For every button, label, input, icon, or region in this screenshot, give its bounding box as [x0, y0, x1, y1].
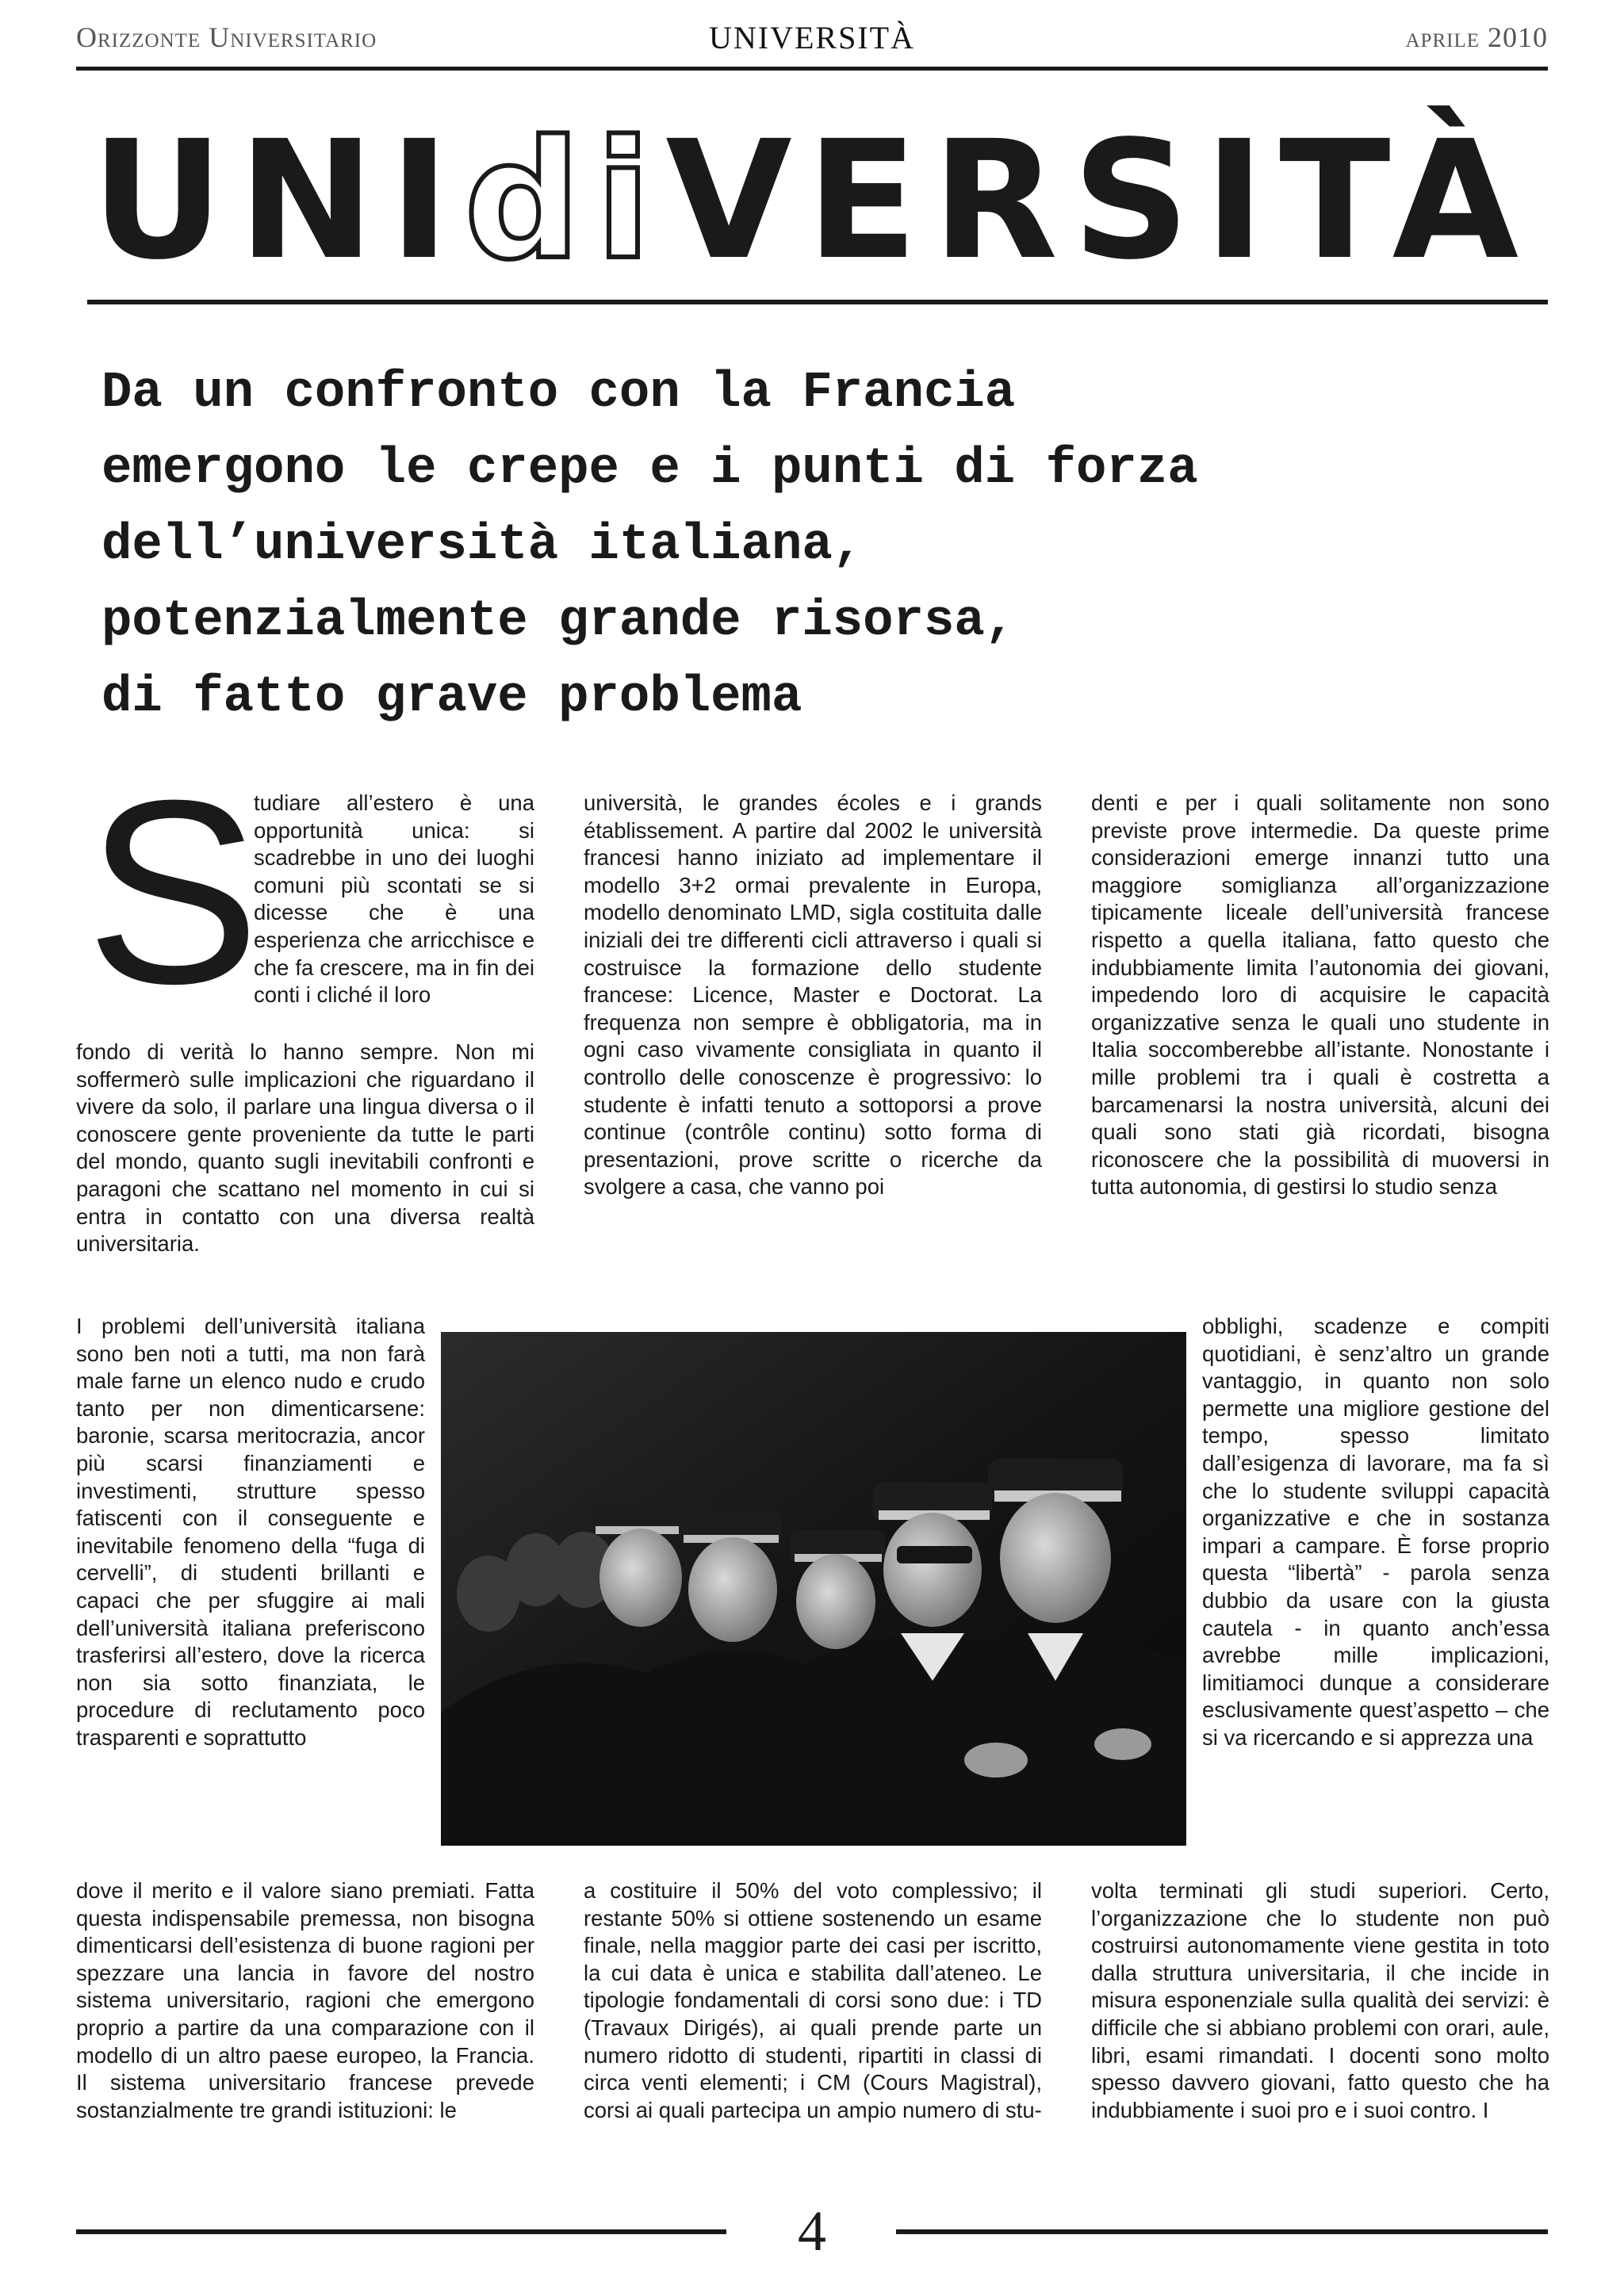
column-3-text — [1091, 790, 1549, 1201]
column-1-bottom-text — [76, 1877, 534, 2124]
masthead-letter-i: i — [595, 105, 666, 296]
publication-name: Orizzonte Universitario — [76, 21, 377, 53]
paragraph: volta terminati gli studi superiori. Certo, l’organizzazione che lo studente non può costruirsi autonomamente viene gestita in toto dalla struttura universitaria, il che incide in misura esponenziale sulla qualità dei servizi: è difficile che si abbiano problemi con orari, aule, libri, esami rimandati. I docenti sono molto spesso davvero giovani, fatto questo che ha indubbiamente i suoi pro e i suoi contro. I — [1091, 1878, 1549, 2122]
column-1-wrap-text — [76, 1313, 425, 1752]
paragraph: denti e per i quali solitamente non sono previste prove intermedie. Da queste prime considerazioni emerge innanzi tutto una maggiore somiglianza all’organizzazione tipicamente liceale dell’università francese rispetto a quella italiana, fatto questo che indubbiamente limita l’autonomia dei giovani, impedendo loro di acquisire le capacità organizzative senza le quali uno studente in Italia soccomberebbe all’istante. Nonostante i mille problemi tra i quali è costretta a barcamenarsi la nostra università, alcuni dei quali sono stati già ricordati, bisogna riconoscere che la possibilità di muoversi in tutta autonomia, di gestirsi lo studio senza — [1091, 790, 1549, 1200]
deck-line: di fatto grave problema — [102, 669, 802, 726]
column-2-bottom-text — [584, 1877, 1042, 2124]
deck-line: potenzialmente grande risorsa, — [102, 593, 1016, 650]
page-number: 4 — [798, 2199, 826, 2263]
masthead-part-uni: UNI — [90, 105, 465, 296]
paragraph: a costituire il 50% del voto complessivo; il restante 50% si ottiene sostenendo un esame finale, nella maggior parte dei casi per iscritto, la cui data è unica e stabilita dall’ateneo. Le tipologie fondamentali di corsi sono due: i TD (Travaux Dirigés), ai quali prende parte un numero ridotto di studenti, ripartiti in classi di circa venti elementi; i CM (Cours Magistral), corsi ai quali partecipa un ampio numero di stu- — [584, 1878, 1042, 2122]
masthead-rule — [87, 300, 1548, 304]
drop-cap: S — [86, 745, 261, 1038]
column-1-intro — [254, 790, 534, 1009]
masthead-part-versita: VERSITÀ — [665, 105, 1534, 296]
paragraph: tudiare all’estero è una opportunità unica: si scadrebbe in uno dei luoghi comuni più scontati se si dicesse che è una esperienza che arricchisce e che fa crescere, ma in fin dei conti i cliché il loro — [254, 790, 534, 1008]
deck-line: dell’università italiana, — [102, 517, 864, 574]
issue-date: aprile 2010 — [1405, 21, 1548, 53]
deck-line: emergono le crepe e i punti di forza — [102, 441, 1198, 498]
column-3-wrap-text — [1202, 1313, 1549, 1752]
paragraph: università, le grandes écoles e i grands établissement. A partire dal 2002 le università francesi hanno iniziato ad implementare il modello 3+2 ormai prevalente in Europa, modello denominato LMD, sigla costituita dalle iniziali dei tre differenti cicli attraverso i quali si costruisce la formazione dello studente francese: Licence, Master e Doctorat. La frequenza non sempre è obbligatoria, ma in ogni caso vivamente consigliata in quanto il controllo delle conoscenze è progressivo: lo studente è infatti tenuto a sottoporsi a prove continue (contrôle continu) sotto forma di presentazioni, prove scritte o ricerche da svolgere a casa, che vanno poi — [584, 790, 1042, 1200]
section-title: UNIVERSITÀ — [709, 20, 915, 55]
paragraph: dove il merito e il valore siano premiati. Fatta questa indispensabile premessa, non bisogna dimenticarsi dell’esistenza di buone ragioni per spezzare una lancia in favore del nostro sistema universitario, ragioni che emergono proprio a partire da una comparazione con il modello di un altro paese europeo, la Francia. Il sistema universitario francese prevede sostanzialmente tre grandi istituzioni: le — [76, 1878, 534, 2122]
article-deck — [102, 355, 1592, 736]
column-2-text — [584, 790, 1042, 1201]
paragraph: I problemi dell’università italiana sono ben noti a tutti, ma non farà male farne un elenco nudo e crudo tanto per non dimenticarsene: baronie, scarsa meritocrazia, ancor più scarsi finanziamenti e investimenti, strutture spesso fatiscenti con il conseguente e inevitabile fenomeno della “fuga di cervelli”, di studenti brillanti e capaci che per sfuggire ai mali dell’università italiana preferiscono trasferirsi all’estero, dove la ricerca non sia sotto finanziata, le procedure di reclutamento poco trasparenti e soprattutto — [76, 1314, 425, 1750]
footer-rule-right — [896, 2229, 1548, 2234]
masthead-letter-d: d — [464, 105, 596, 296]
article-photo — [441, 1332, 1186, 1846]
column-3-bottom-text — [1091, 1877, 1549, 2124]
header-rule — [76, 67, 1548, 71]
academics-photo-illustration — [441, 1332, 1186, 1846]
paragraph: obblighi, scadenze e compiti quotidiani, è senz’altro un grande vantaggio, in quanto non solo permette una migliore gestione del tempo, spesso limitato dall’esigenza di lavorare, ma fa sì che lo studente sviluppi capacità organizzative e che in sostanza impari a campare. È forse proprio questa “libertà” - parola senza dubbio da usare con la giusta cautela - in quanto anch’essa avrebbe mille implicazioni, limitiamoci dunque a considerare esclusivamente quest’aspetto – che si va ricercando e si apprezza una — [1202, 1314, 1549, 1750]
paragraph: fondo di verità lo hanno sempre. Non mi soffermerò sulle implicazioni che riguardano il vivere da solo, il parlare una lingua diversa o il conoscere gente proveniente da tutte le parti del mondo, quanto sugli inevitabili confronti e paragoni che scattano nel momento in cui si entra in contatto con una diversa realtà universitaria. — [76, 1039, 534, 1257]
deck-line: Da un confronto con la Francia — [102, 365, 1016, 422]
column-1-text — [76, 1039, 534, 1258]
masthead-title — [0, 105, 1624, 296]
